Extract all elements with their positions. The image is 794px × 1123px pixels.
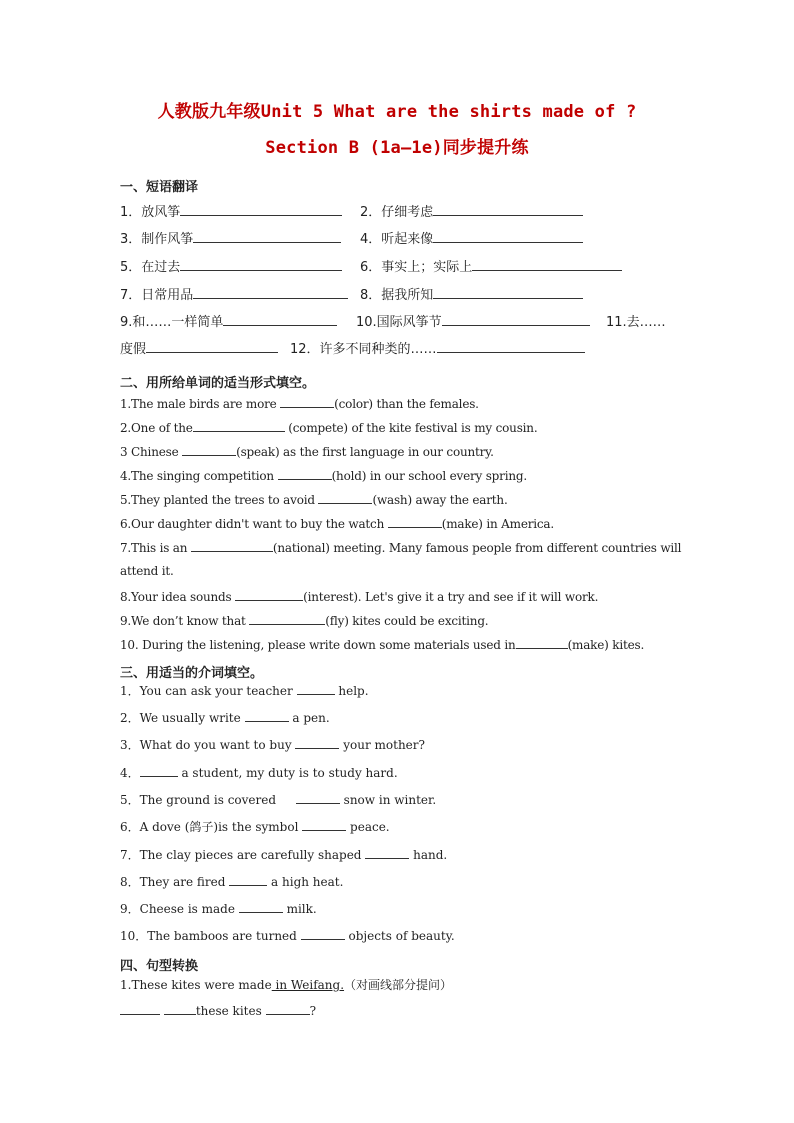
- answer-blank[interactable]: [388, 515, 442, 528]
- fill-item: 9.We don’t know that (fly) kites could be exciting.: [120, 614, 489, 628]
- phrase-item: 8．据我所知: [360, 284, 583, 303]
- phrase-item: 6．事实上；实际上: [360, 256, 622, 275]
- fill-item: 5.They planted the trees to avoid (wash) away the earth.: [120, 493, 508, 507]
- answer-blank[interactable]: [239, 900, 283, 913]
- phrase-item: 4．听起来像: [360, 228, 583, 247]
- preposition-item: 7．The clay pieces are carefully shaped hand.: [120, 848, 448, 862]
- phrase-item: 7．日常用品: [120, 284, 348, 303]
- fill-item: 10. During the listening, please write down some materials used in (make) kites.: [120, 638, 645, 652]
- section2-heading: 二、用所给单词的适当形式填空。: [120, 376, 316, 391]
- fill-item-continued: attend it.: [120, 564, 174, 578]
- fill-item: 1.The male birds are more (color) than the females.: [120, 397, 479, 411]
- answer-blank[interactable]: [266, 1002, 310, 1015]
- answer-blank[interactable]: [140, 764, 178, 777]
- transform-answer: these kites ?: [120, 1002, 316, 1018]
- worksheet-title: 人教版九年级Unit 5 What are the shirts made of ?: [157, 102, 637, 122]
- fill-item: 8.Your idea sounds (interest). Let's give it a try and see if it will work.: [120, 590, 599, 604]
- underlined-phrase: in Weifang.: [271, 978, 345, 992]
- answer-blank[interactable]: [301, 927, 345, 940]
- answer-blank[interactable]: [223, 313, 337, 326]
- answer-blank[interactable]: [120, 1002, 160, 1015]
- preposition-item: 4． a student, my duty is to study hard.: [120, 766, 398, 780]
- section4-heading: 四、句型转换: [120, 959, 199, 974]
- answer-blank[interactable]: [365, 846, 409, 859]
- answer-blank[interactable]: [193, 286, 348, 299]
- phrase-item: 11.去……: [606, 315, 666, 330]
- phrase-item: 度假: [120, 338, 278, 357]
- answer-blank[interactable]: [180, 258, 342, 271]
- section1-heading: 一、短语翻译: [120, 180, 199, 195]
- answer-blank[interactable]: [516, 636, 568, 649]
- fill-item: 3 Chinese (speak) as the first language in our country.: [120, 445, 494, 459]
- answer-blank[interactable]: [180, 203, 342, 216]
- preposition-item: 5．The ground is covered snow in winter.: [120, 793, 437, 807]
- preposition-item: 9．Cheese is made milk.: [120, 902, 317, 916]
- answer-blank[interactable]: [433, 286, 583, 299]
- answer-blank[interactable]: [442, 313, 590, 326]
- section3-heading: 三、用适当的介词填空。: [120, 666, 264, 681]
- answer-blank[interactable]: [182, 443, 236, 456]
- answer-blank[interactable]: [433, 203, 583, 216]
- fill-item: 6.Our daughter didn't want to buy the watch (make) in America.: [120, 517, 554, 531]
- answer-blank[interactable]: [164, 1002, 196, 1015]
- preposition-item: 6．A dove (鸽子)is the symbol peace.: [120, 820, 390, 834]
- answer-blank[interactable]: [235, 588, 303, 601]
- answer-blank[interactable]: [249, 612, 325, 625]
- preposition-item: 2．We usually write a pen.: [120, 711, 330, 725]
- answer-blank[interactable]: [302, 818, 346, 831]
- fill-item: 7.This is an (national) meeting. Many famous people from different countries will: [120, 541, 682, 555]
- answer-blank[interactable]: [472, 258, 622, 271]
- phrase-item: 3．制作风筝: [120, 228, 341, 247]
- fill-item: 2.One of the (compete) of the kite festival is my cousin.: [120, 421, 538, 435]
- phrase-item: 10.国际风筝节: [356, 311, 590, 330]
- answer-blank[interactable]: [280, 395, 334, 408]
- preposition-item: 3．What do you want to buy your mother?: [120, 738, 425, 752]
- preposition-item: 1．You can ask your teacher help.: [120, 684, 369, 698]
- answer-blank[interactable]: [278, 467, 332, 480]
- phrase-item: 9.和……一样简单: [120, 311, 337, 330]
- fill-item: 4.The singing competition (hold) in our school every spring.: [120, 469, 527, 483]
- phrase-item: 2．仔细考虑: [360, 201, 583, 220]
- answer-blank[interactable]: [295, 736, 339, 749]
- answer-blank[interactable]: [229, 873, 267, 886]
- answer-blank[interactable]: [318, 491, 372, 504]
- answer-blank[interactable]: [296, 791, 340, 804]
- answer-blank[interactable]: [191, 539, 273, 552]
- preposition-item: 10．The bamboos are turned objects of beauty.: [120, 929, 455, 943]
- answer-blank[interactable]: [146, 340, 278, 353]
- preposition-item: 8．They are fired a high heat.: [120, 875, 344, 889]
- phrase-item: 12．许多不同种类的……: [290, 338, 585, 357]
- answer-blank[interactable]: [433, 230, 583, 243]
- answer-blank[interactable]: [437, 340, 585, 353]
- phrase-item: 1．放风筝: [120, 201, 342, 220]
- phrase-item: 5．在过去: [120, 256, 342, 275]
- answer-blank[interactable]: [193, 419, 285, 432]
- answer-blank[interactable]: [297, 682, 335, 695]
- answer-blank[interactable]: [245, 709, 289, 722]
- worksheet-subtitle: Section B (1a—1e)同步提升练: [265, 138, 529, 158]
- answer-blank[interactable]: [193, 230, 341, 243]
- transform-question: 1.These kites were made in Weifang.（对画线部分提问）: [120, 978, 453, 992]
